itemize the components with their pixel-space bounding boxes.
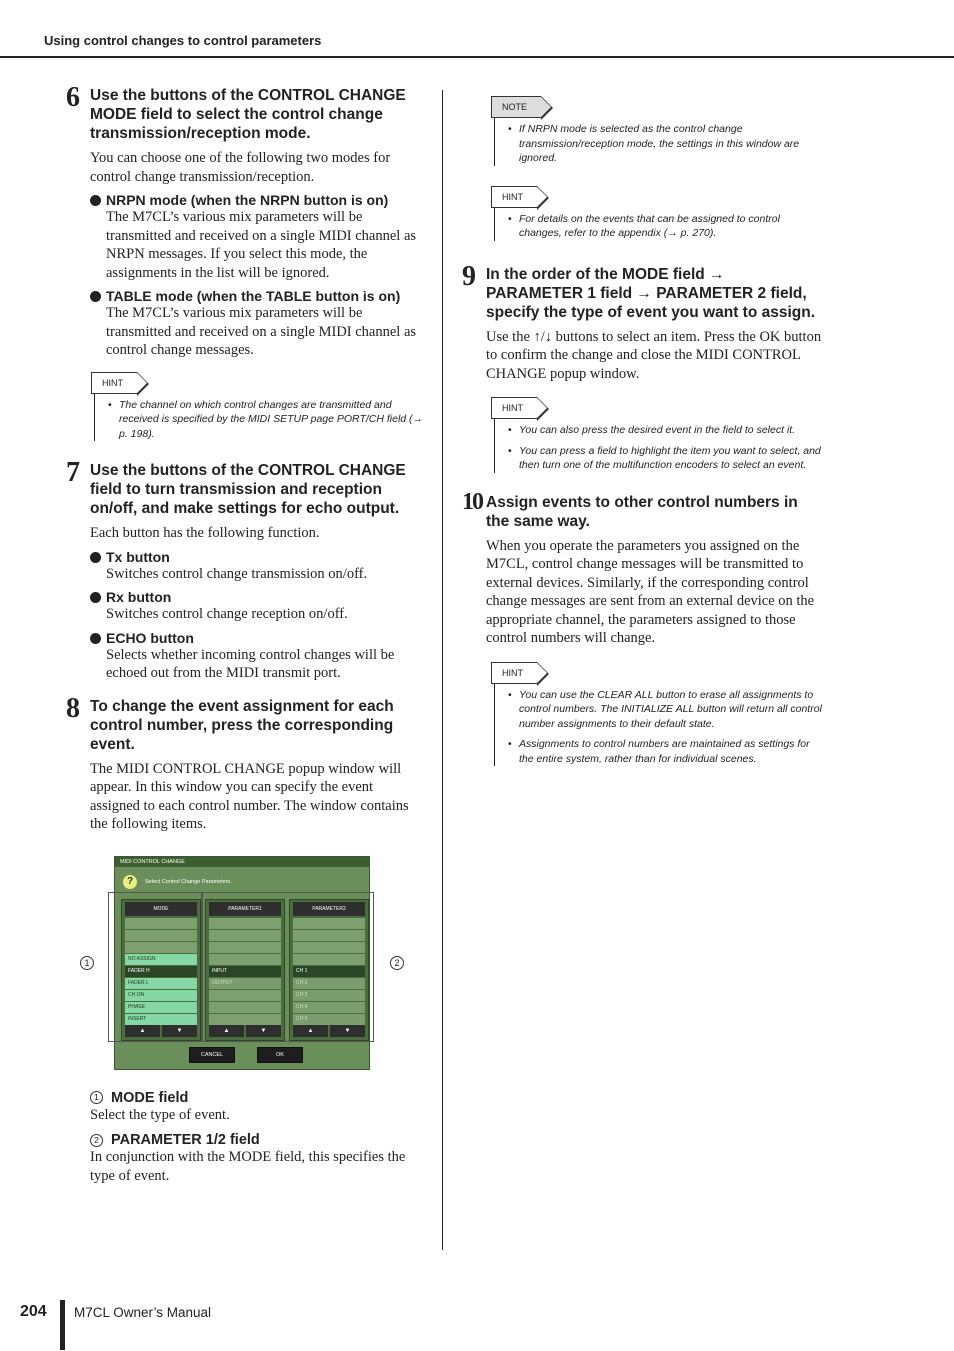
step-heading: Use the buttons of the CONTROL CHANGE MODE field to select the control change transmission/reception mode. [90, 87, 406, 142]
bullet-heading: Tx button [90, 549, 426, 565]
hint-item: • You can press a field to highlight the item you want to select, and then turn one of the multifunction encoders to select an event. [507, 444, 822, 473]
bullet-body: Switches control change reception on/off. [106, 606, 348, 622]
list-item[interactable]: CH 4 [293, 1002, 365, 1013]
step-heading: Use the buttons of the CONTROL CHANGE field to turn transmission and reception on/off, and make settings for echo output. [90, 462, 406, 517]
list-item[interactable]: CH 3 [293, 990, 365, 1001]
legend-number: 2 [90, 1134, 103, 1147]
parameter1-header: PARAMETER1 [209, 902, 281, 916]
header-rule [0, 56, 954, 58]
step-body: You can choose one of the following two modes for control change transmission/reception. [90, 150, 391, 185]
hint-tag: HINT [491, 662, 537, 684]
hint-item: • You can use the CLEAR ALL button to erase all assignments to control numbers. The INITIALIZE ALL button will return all control number assignments to their default state. [507, 688, 822, 732]
legend-parameter-field [66, 1132, 426, 1185]
step-heading: To change the event assignment for each control number, press the corresponding event. [90, 697, 394, 753]
step-number: 7 [66, 457, 80, 488]
step-8 [66, 692, 426, 834]
hint-item: • The channel on which control changes are transmitted and received is specified by the MIDI SETUP page PORT/CH field (→ p. 198). [107, 398, 426, 442]
hint-item: • You can also press the desired event in the field to select it. [507, 423, 822, 438]
midi-control-change-screenshot [84, 856, 400, 1070]
manual-title: M7CL Owner’s Manual [74, 1305, 212, 1320]
bullet-body: Switches control change transmission on/off. [106, 565, 368, 582]
step-number: 6 [66, 82, 80, 113]
hint-box [494, 397, 822, 473]
left-column [66, 82, 426, 1185]
bullet-heading: ECHO button [90, 630, 426, 646]
legend-number: 1 [90, 1091, 103, 1104]
list-item[interactable]: INSERT [125, 1014, 197, 1025]
list-item[interactable]: OUTPUT [209, 978, 281, 989]
parameter-field-frame [202, 892, 374, 1042]
legend-title: MODE field [111, 1089, 189, 1106]
list-item[interactable]: NO ASSIGN [125, 954, 197, 965]
list-item-selected[interactable]: CH 1 [293, 966, 365, 977]
hint-tag: HINT [491, 397, 537, 419]
hint-item: • Assignments to control numbers are maintained as settings for the entire system, rather than for individual scenes. [507, 737, 822, 766]
bullet-body: The M7CL’s various mix parameters will be transmitted and received on a single MIDI channel as NRPN messages. If you select this mode, the assignments in the list will be ignored. [106, 209, 417, 281]
hint-box [94, 372, 426, 442]
legend-mode-field [66, 1090, 426, 1125]
step-body: The MIDI CONTROL CHANGE popup window will appear. In this window you can specify the event assigned to each control number. The window contains the following items. [90, 760, 409, 832]
step-10 [462, 488, 822, 648]
list-item-selected[interactable]: INPUT [209, 966, 281, 977]
hint-tag: HINT [91, 372, 137, 394]
step-number: 10 [462, 488, 482, 515]
bullet-heading: NRPN mode (when the NRPN button is on) [90, 192, 426, 208]
prompt-text: Select Control Change Parameters. [145, 878, 232, 885]
legend-heading [66, 1090, 426, 1106]
callout-1: 1 [80, 956, 94, 970]
legend-title: PARAMETER 1/2 field [111, 1132, 260, 1148]
column-divider [442, 90, 443, 1250]
note-box [494, 96, 822, 166]
scroll-up-button[interactable]: ▲ [293, 1025, 328, 1037]
mode-header: MODE [125, 902, 197, 916]
step-7 [66, 457, 426, 683]
page-number: 204 [20, 1303, 47, 1320]
scroll-up-button[interactable]: ▲ [125, 1025, 160, 1037]
step-number: 8 [66, 692, 80, 724]
ok-button[interactable]: OK [257, 1047, 303, 1063]
list-item[interactable]: CH 5 [293, 1014, 365, 1025]
bullet-body: The M7CL’s various mix parameters will be transmitted and received on a single MIDI channel as control change messages. [106, 305, 417, 358]
hint-box [494, 662, 822, 767]
legend-heading [66, 1132, 426, 1148]
help-icon: ? [123, 875, 137, 889]
note-tag: NOTE [491, 96, 541, 118]
step-heading: In the order of the MODE field → PARAMETER 1 field → PARAMETER 2 field, specify the type of event you want to assign. [486, 265, 816, 321]
step-9 [462, 260, 822, 384]
step-body: Each button has the following function. [90, 525, 320, 541]
hint-item: • For details on the events that can be assigned to control changes, refer to the appendix (→ p. 270). [507, 212, 822, 241]
scroll-up-button[interactable]: ▲ [209, 1025, 244, 1037]
list-item[interactable]: CH 2 [293, 978, 365, 989]
footer-bar [60, 1300, 65, 1350]
hint-tag: HINT [491, 186, 537, 208]
scroll-down-button[interactable]: ▼ [246, 1025, 281, 1037]
step-body: When you operate the parameters you assigned on the M7CL, control change messages will be transmitted to external devices. Similarly, if the corresponding control change messages are sent from an external device on the appropriate channel, the parameters assigned to those control numbers will change. [486, 537, 815, 646]
mode-field-frame [108, 892, 202, 1042]
legend-body: Select the type of event. [90, 1106, 230, 1123]
hint-box [494, 186, 822, 241]
parameter2-header: PARAMETER2 [293, 902, 365, 916]
bullet-body: Selects whether incoming control changes will be echoed out from the MIDI transmit port. [106, 646, 395, 681]
list-item[interactable]: FADER L [125, 978, 197, 989]
list-item-selected[interactable]: FADER H [125, 966, 197, 977]
step-heading: Assign events to other control numbers in the same way. [486, 493, 798, 530]
scroll-down-button[interactable]: ▼ [162, 1025, 197, 1037]
scroll-down-button[interactable]: ▼ [330, 1025, 365, 1037]
list-item[interactable]: CH ON [125, 990, 197, 1001]
bullet-heading: Rx button [90, 589, 426, 605]
note-item: • If NRPN mode is selected as the control change transmission/reception mode, the settings in this window are ignored. [507, 122, 822, 166]
window-title: MIDI CONTROL CHANGE [115, 857, 369, 867]
bullet-heading: TABLE mode (when the TABLE button is on) [90, 288, 426, 304]
right-column [462, 96, 822, 772]
step-body: Use the ↑/↓ buttons to select an item. Press the OK button to confirm the change and close the MIDI CONTROL CHANGE popup window. [486, 328, 822, 382]
callout-2: 2 [390, 956, 404, 970]
step-6 [66, 82, 426, 441]
cancel-button[interactable]: CANCEL [189, 1047, 235, 1063]
list-item[interactable]: PHASE [125, 1002, 197, 1013]
running-header: Using control changes to control parameters [44, 33, 322, 48]
legend-body: In conjunction with the MODE field, this specifies the type of event. [90, 1149, 406, 1184]
step-number: 9 [462, 260, 476, 292]
